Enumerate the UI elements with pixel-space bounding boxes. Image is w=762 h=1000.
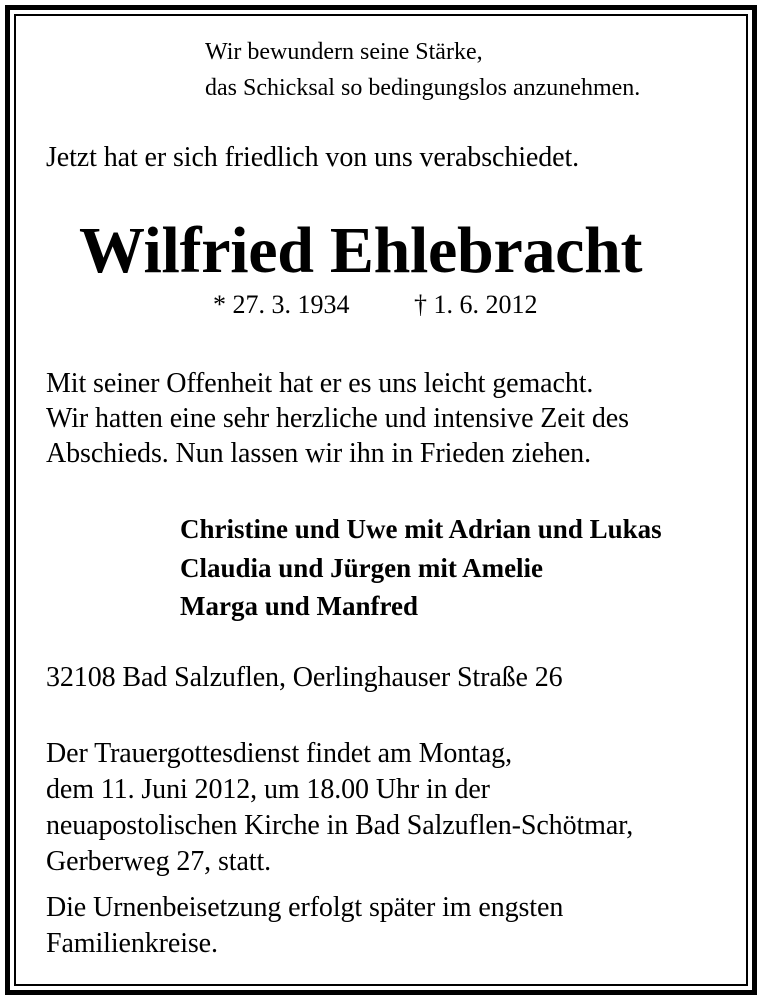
burial-line: Familienkreise. xyxy=(46,928,218,959)
death-date: † 1. 6. 2012 xyxy=(414,290,538,319)
service-line: Der Trauergottesdienst findet am Montag, xyxy=(46,738,512,769)
tribute-line: Abschieds. Nun lassen wir ihn in Frieden ziehen. xyxy=(46,438,591,469)
service-line: dem 11. Juni 2012, um 18.00 Uhr in der xyxy=(46,774,490,805)
service-line: neuapostolischen Kirche in Bad Salzuflen-Schötmar, xyxy=(46,810,634,841)
tribute-line: Wir hatten eine sehr herzliche und intensive Zeit des xyxy=(46,403,629,434)
family-line: Claudia und Jürgen mit Amelie xyxy=(180,553,544,583)
family-address: 32108 Bad Salzuflen, Oerlinghauser Straße 26 xyxy=(46,662,563,693)
deceased-name: Wilfried Ehlebracht xyxy=(79,214,643,287)
family-line: Marga und Manfred xyxy=(180,591,419,621)
service-line: Gerberweg 27, statt. xyxy=(46,846,272,877)
birth-date: * 27. 3. 1934 xyxy=(213,290,350,319)
intro-text: Jetzt hat er sich friedlich von uns verabschiedet. xyxy=(46,142,580,173)
family-line: Christine und Uwe mit Adrian und Lukas xyxy=(180,514,662,544)
burial-line: Die Urnenbeisetzung erfolgt später im engsten xyxy=(46,892,564,923)
quote-line: Wir bewundern seine Stärke, xyxy=(205,39,483,65)
tribute-line: Mit seiner Offenheit hat er es uns leicht gemacht. xyxy=(46,368,594,399)
quote-line: das Schicksal so bedingungslos anzunehmen. xyxy=(205,75,641,101)
